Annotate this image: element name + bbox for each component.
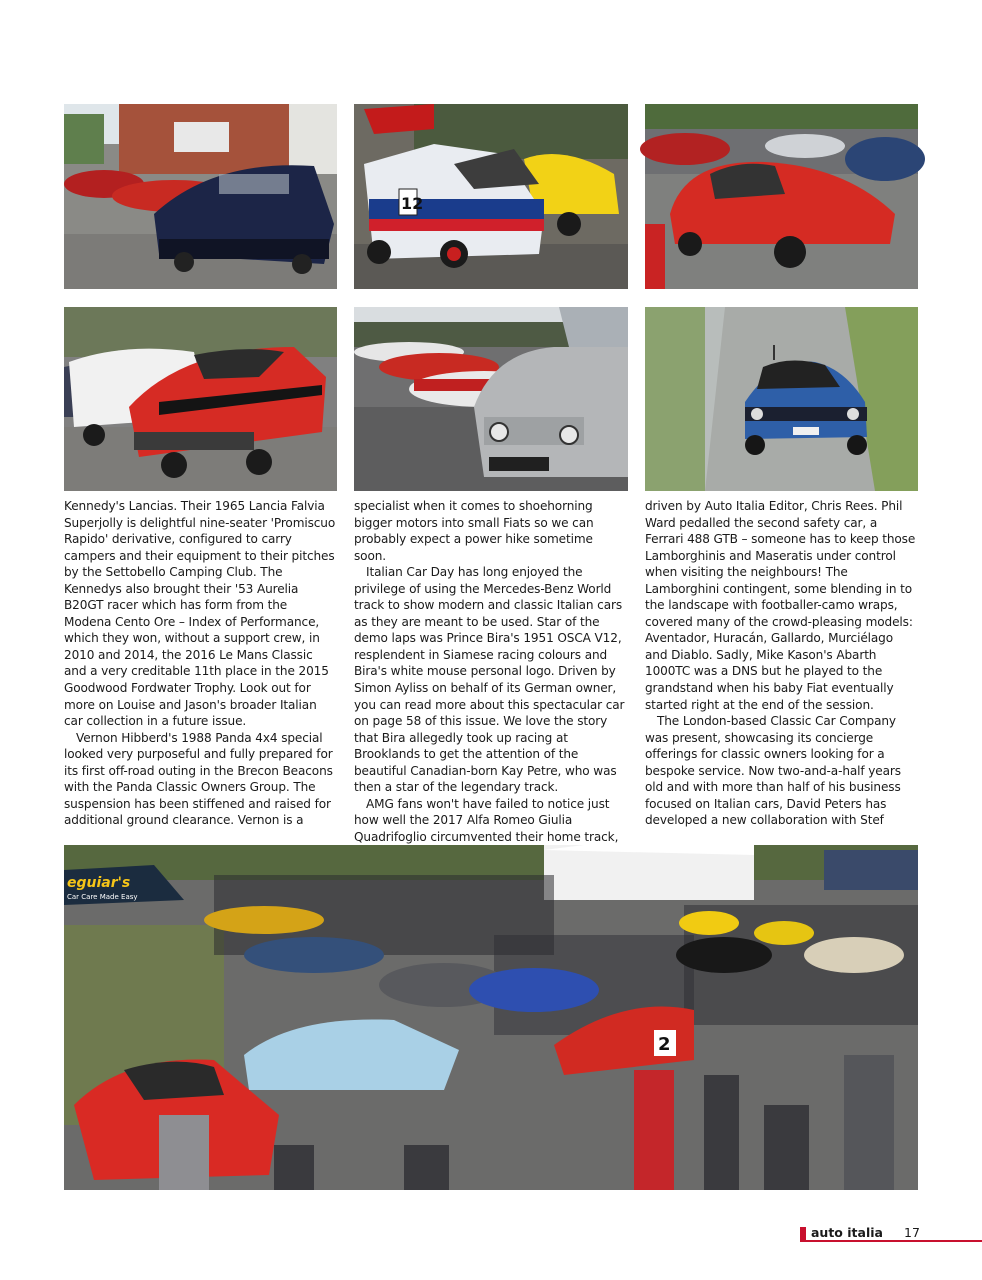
paragraph: specialist when it comes to shoehorning bigger motors into small Fiats so we can probably expect a power hike sometime soon. bbox=[354, 499, 594, 563]
page-number: 17 bbox=[904, 1225, 920, 1240]
car-number: 2 bbox=[658, 1034, 671, 1055]
rally-fiat-uno-photo bbox=[354, 104, 628, 289]
footer-accent-bar bbox=[800, 1227, 806, 1240]
text-column-2 bbox=[354, 498, 628, 844]
lancia-coupes-paddock-photo bbox=[64, 104, 337, 289]
paragraph: AMG fans won't have failed to notice just how well the 2017 Alfa Romeo Giulia Quadrifoglio circumvented their home track, bbox=[354, 796, 619, 844]
alfa-montreal-hill-photo bbox=[645, 307, 918, 491]
footer-rule bbox=[800, 1240, 982, 1242]
text-column-3 bbox=[645, 498, 919, 833]
red-fiat-coupe-photo bbox=[64, 307, 337, 491]
crowd-paddock-photo bbox=[64, 845, 918, 1190]
page-footer bbox=[800, 1224, 982, 1244]
sign-text: eguiar's bbox=[67, 875, 131, 891]
paragraph: The London-based Classic Car Company was present, showcasing its concierge offerings for classic owners looking for a bespoke service. Now two-and-a-half years old and with more than half of his business focused on Italian cars, David Peters has developed a new collaboration with Stef bbox=[645, 714, 901, 828]
red-coupe-paddock-photo bbox=[645, 104, 918, 289]
alfa-romeo-row-photo bbox=[354, 307, 628, 491]
text-column-1 bbox=[64, 498, 338, 833]
rally-number: 12 bbox=[401, 194, 424, 213]
paragraph: Vernon Hibberd's 1988 Panda 4x4 special looked very purposeful and fully prepared for its first off-road outing in the Brecon Beacons with the Panda Classic Owners Group. The suspension has been stiffened and raised for additional ground clearance. Vernon is a bbox=[64, 730, 333, 828]
paragraph: Kennedy's Lancias. Their 1965 Lancia Falvia Superjolly is delightful nine-seater 'Promiscuo Rapido' derivative, configured to carry campers and their equipment to their pitches by the Settobello Camping Club. The Kennedys also brought their '53 Aurelia B20GT racer which has form from the Modena Cento Ore – Index of Performance, which they won, without a support crew, in 2010 and 2014, the 2016 Le Mans Classic and a very creditable 11th place in the 2015 Goodwood Fordwater Trophy. Look out for more on Louise and Jason's broader Italian car collection in a future issue. bbox=[64, 499, 336, 729]
sign-subtext: Car Care Made Easy bbox=[67, 893, 138, 901]
magazine-name: auto italia bbox=[811, 1225, 883, 1240]
paragraph: driven by Auto Italia Editor, Chris Rees. Phil Ward pedalled the second safety car, a Ferrari 488 GTB – someone has to keep those Lamborghinis and Maseratis under control when visiting the neighbours! The Lamborghini contingent, some blending in to the landscape with footballer-camo wraps, covered many of the crowd-pleasing models: Aventador, Huracán, Gallardo, Murciélago and Diablo. Sadly, Mike Kason's Abarth 1000TC was a DNS but he played to the grandstand when his baby Fiat eventually started right at the end of the session. bbox=[645, 499, 916, 712]
paragraph: Italian Car Day has long enjoyed the privilege of using the Mercedes-Benz World track to show modern and classic Italian cars as they are meant to be used. Star of the demo laps was Prince Bira's 1951 OSCA V12, resplendent in Siamese racing colours and Bira's white mouse personal logo. Driven by Simon Ayliss on behalf of its German owner, you can read more about this spectacular car on page 58 of this issue. We love the story that Bira allegedly took up racing at Brooklands to get the attention of the beautiful Canadian-born Kay Petre, who was then a star of the legendary track. bbox=[354, 565, 625, 795]
